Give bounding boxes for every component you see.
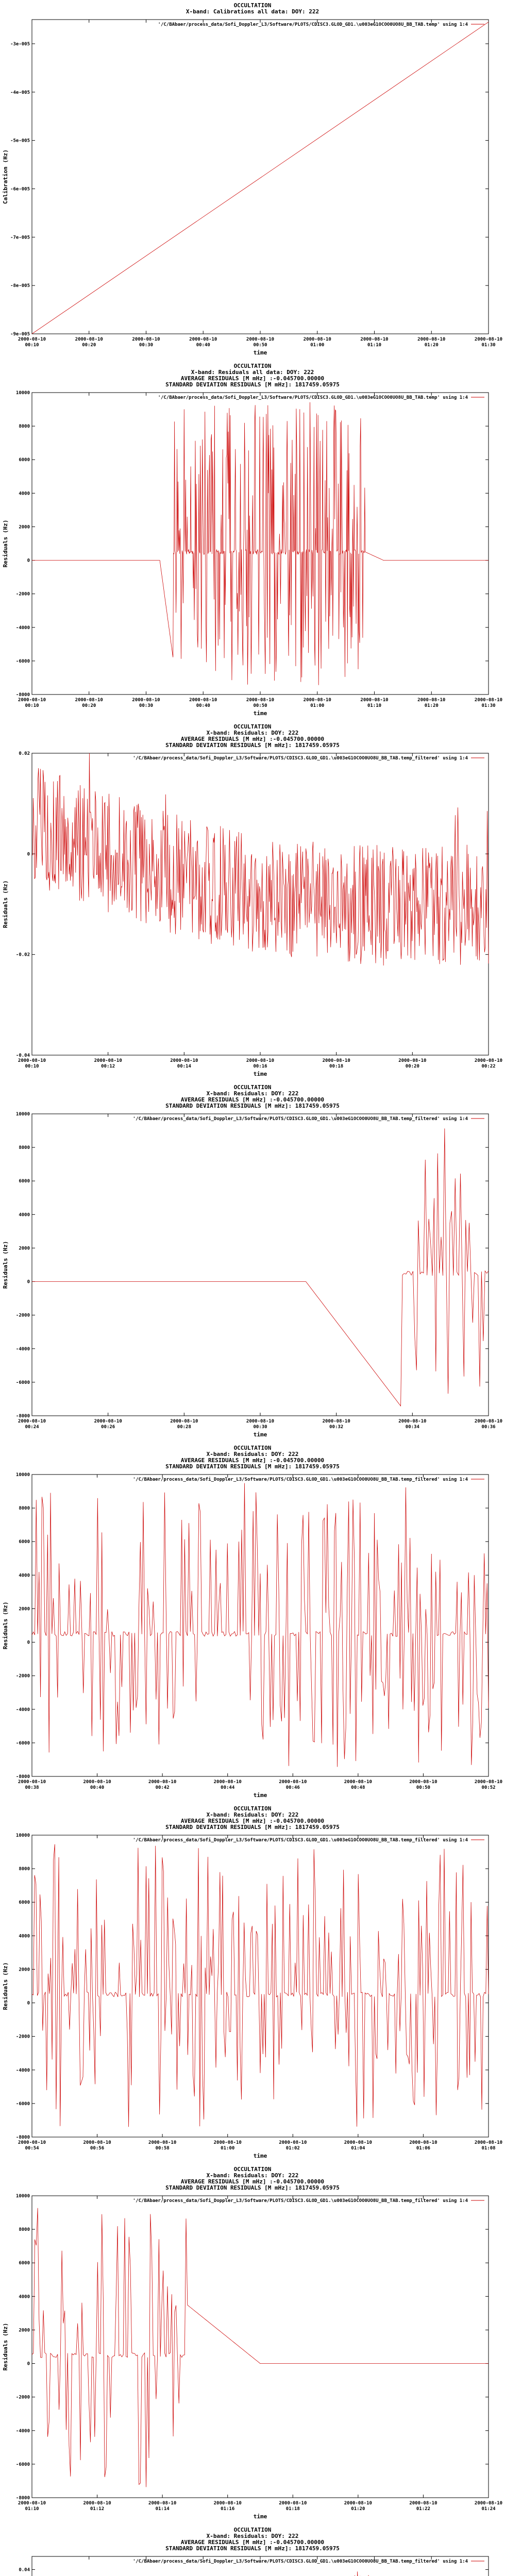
x-tick-label: 2000-08-10 [474, 2501, 503, 2506]
y-tick-label: -2000 [15, 1313, 30, 1318]
chart-svg [0, 1443, 505, 1803]
y-tick-label: 2000 [19, 524, 30, 530]
y-tick-label: 10000 [15, 391, 30, 396]
chart-title-line: X-band: Residuals: DOY: 222 [206, 1811, 299, 1818]
x-tick-label: 2000-08-10 [474, 2140, 503, 2145]
x-tick-label: 00:10 [25, 343, 39, 348]
chart-title-line: STANDARD DEVIATION RESIDUALS [M mHz]: 1817459.05975 [165, 1103, 340, 1109]
chart-title-line: X-band: Residuals all data: DOY: 222 [191, 369, 314, 376]
x-tick-label: 2000-08-10 [18, 1058, 46, 1063]
y-tick-label: -4000 [15, 1707, 30, 1713]
y-tick-label: 8000 [19, 1145, 30, 1151]
x-tick-label: 01:16 [221, 2506, 235, 2512]
x-tick-label: 2000-08-10 [322, 1058, 350, 1063]
y-tick-label: -5e-005 [10, 138, 30, 144]
y-tick-label: 8000 [19, 2227, 30, 2233]
x-tick-label: 01:20 [351, 2506, 365, 2512]
series-line [32, 402, 489, 685]
y-tick-label: -2000 [15, 2395, 30, 2400]
y-tick-label: -6e-005 [10, 187, 30, 192]
plot-frame [32, 1114, 489, 1416]
x-tick-label: 01:30 [481, 703, 496, 708]
legend-label: '/C/BAbaer/process_data/Sofi_Doppler_L3/Software/PLOTS/CDISC3.GLOD_GD1.\u003eG1OCOO0UO8U_BB_TAB.temp_filtered' using 1:4 [132, 1477, 468, 1482]
x-tick-label: 2000-08-10 [344, 2140, 372, 2145]
x-tick-label: 2000-08-10 [18, 2501, 46, 2506]
y-tick-label: -4e-005 [10, 90, 30, 95]
x-tick-label: 2000-08-10 [213, 2501, 242, 2506]
x-tick-label: 2000-08-10 [18, 1780, 46, 1785]
y-tick-label: 8000 [19, 1867, 30, 1872]
x-tick-label: 00:50 [416, 1785, 430, 1790]
x-tick-label: 2000-08-10 [279, 2140, 307, 2145]
x-tick-label: 00:46 [285, 1785, 300, 1790]
y-tick-label: -2000 [15, 1673, 30, 1679]
x-tick-label: 01:24 [481, 2506, 496, 2512]
x-tick-label: 2000-08-10 [94, 1058, 122, 1063]
x-tick-label: 00:48 [351, 1785, 365, 1790]
x-tick-label: 2000-08-10 [83, 1780, 111, 1785]
x-tick-label: 00:26 [101, 1425, 115, 1430]
x-tick-label: 2000-08-10 [170, 1419, 198, 1424]
y-tick-label: 2000 [19, 1606, 30, 1612]
x-tick-label: 01:08 [481, 2146, 496, 2151]
x-axis-label: time [253, 1431, 267, 1438]
x-tick-label: 00:24 [25, 1425, 39, 1430]
x-tick-label: 00:16 [253, 1064, 267, 1069]
x-tick-label: 2000-08-10 [474, 1780, 503, 1785]
y-tick-label: 0 [27, 852, 30, 857]
y-tick-label: 0.04 [19, 2567, 30, 2573]
chart-title-line: AVERAGE RESIDUALS [M mHz] :-0.045700.00000 [180, 375, 325, 382]
y-tick-label: 10000 [15, 2194, 30, 2199]
chart-title-line: AVERAGE RESIDUALS [M mHz] :-0.045700.00000 [180, 1096, 325, 1103]
x-axis-label: time [253, 2153, 267, 2159]
chart-title-line: X-band: Residuals: DOY: 222 [206, 1090, 299, 1097]
y-tick-label: 2000 [19, 1967, 30, 1973]
y-axis-label: Residuals (Hz) [2, 2323, 9, 2371]
x-axis-label: time [253, 710, 267, 717]
x-tick-label: 00:10 [25, 703, 39, 708]
x-tick-label: 2000-08-10 [344, 2501, 372, 2506]
x-tick-label: 2000-08-10 [322, 1419, 350, 1424]
x-tick-label: 2000-08-10 [303, 698, 331, 703]
y-tick-label: 6000 [19, 457, 30, 463]
x-tick-label: 01:06 [416, 2146, 430, 2151]
x-tick-label: 00:40 [90, 1785, 105, 1790]
y-tick-label: -6000 [15, 1740, 30, 1746]
y-tick-label: 2000 [19, 2328, 30, 2333]
y-tick-label: 2000 [19, 1246, 30, 1251]
chart-title-line: OCCULTATION [233, 1445, 272, 1451]
x-tick-label: 00:22 [481, 1064, 496, 1069]
y-tick-label: -9e-005 [10, 332, 30, 337]
x-tick-label: 01:30 [481, 343, 496, 348]
chart-panel-1 [0, 0, 505, 361]
x-tick-label: 2000-08-10 [474, 1419, 503, 1424]
chart-title-line: AVERAGE RESIDUALS [M mHz] :-0.045700.00000 [180, 1818, 325, 1824]
x-tick-label: 2000-08-10 [132, 337, 160, 342]
x-tick-label: 00:52 [481, 1785, 496, 1790]
x-tick-label: 01:00 [221, 2146, 235, 2151]
chart-title-line: AVERAGE RESIDUALS [M mHz] :-0.045700.00000 [180, 1457, 325, 1464]
x-axis-label: time [253, 349, 267, 356]
chart-title-line: AVERAGE RESIDUALS [M mHz] :-0.045700.00000 [180, 736, 325, 742]
y-tick-label: 0 [27, 2001, 30, 2006]
y-axis-label: Residuals (Hz) [2, 1962, 9, 2010]
chart-title-line: X-band: Calibrations all data: DOY: 222 [186, 8, 319, 15]
x-tick-label: 2000-08-10 [360, 337, 389, 342]
legend-label: '/C/BAbaer/process_data/Sofi_Doppler_L3/Software/PLOTS/CDISC3.GLOD_GD1.\u003eG1OCOO0UO8U_BB_TAB.temp_filtered' using 1:4 [132, 1838, 468, 1843]
y-tick-label: 10000 [15, 1112, 30, 1117]
x-tick-label: 2000-08-10 [398, 1058, 427, 1063]
x-tick-label: 2000-08-10 [474, 1058, 503, 1063]
x-tick-label: 00:30 [139, 343, 154, 348]
y-tick-label: -8000 [15, 692, 30, 698]
legend-label: '/C/BAbaer/process_data/Sofi_Doppler_L3/Software/PLOTS/CDISC3.GLOD_GD1.\u003eG1OCOO0UO8U_BB_TAB.temp_filtered' using 1:4 [132, 2198, 468, 2204]
y-tick-label: -3e-005 [10, 41, 30, 47]
x-tick-label: 01:20 [424, 343, 439, 348]
x-tick-label: 01:00 [310, 343, 325, 348]
x-tick-label: 2000-08-10 [398, 1419, 427, 1424]
x-tick-label: 2000-08-10 [417, 337, 446, 342]
y-tick-label: 0.02 [19, 751, 30, 756]
chart-title-line: STANDARD DEVIATION RESIDUALS [M mHz]: 1817459.05975 [165, 1824, 340, 1831]
x-tick-label: 2000-08-10 [303, 337, 331, 342]
x-tick-label: 01:10 [367, 343, 382, 348]
y-tick-label: -4000 [15, 625, 30, 631]
x-tick-label: 2000-08-10 [148, 2501, 177, 2506]
y-tick-label: -8000 [15, 1414, 30, 1419]
x-tick-label: 01:04 [351, 2146, 365, 2151]
x-tick-label: 00:50 [253, 703, 267, 708]
chart-svg [0, 0, 505, 361]
x-tick-label: 2000-08-10 [246, 1419, 275, 1424]
legend-label: '/C/BAbaer/process_data/Sofi_Doppler_L3/Software/PLOTS/CDISC3.GLOD_GD1.\u003eG1OCOO0UO8U_BB_TAB.temp' using 1:4 [158, 395, 468, 400]
y-axis-label: Calibration (Hz) [2, 149, 9, 204]
chart-panel-4 [0, 1082, 505, 1443]
x-tick-label: 2000-08-10 [409, 2501, 437, 2506]
y-tick-label: -6000 [15, 658, 30, 664]
x-tick-label: 00:10 [25, 1064, 39, 1069]
chart-panel-7 [0, 2164, 505, 2524]
y-axis-label: Residuals (Hz) [2, 1601, 9, 1650]
y-tick-label: 4000 [19, 2294, 30, 2300]
y-tick-label: 4000 [19, 1573, 30, 1579]
chart-title-line: STANDARD DEVIATION RESIDUALS [M mHz]: 1817459.05975 [165, 1463, 340, 1470]
x-tick-label: 2000-08-10 [279, 2501, 307, 2506]
plot-frame [32, 20, 489, 334]
legend-label: '/C/BAbaer/process_data/Sofi_Doppler_L3/Software/PLOTS/CDISC3.GLOD_GD1.\u003eG1OCOO0UO8U_BB_TAB.temp' using 1:4 [158, 22, 468, 27]
series-line [32, 753, 489, 965]
series-line [32, 2208, 489, 2487]
x-tick-label: 2000-08-10 [409, 1780, 437, 1785]
chart-svg [0, 721, 505, 1082]
legend-label: '/C/BAbaer/process_data/Sofi_Doppler_L3/Software/PLOTS/CDISC3.GLOD_GD1.\u003eG1OCOO0UO8U_BB_TAB.temp_filtered' using 1:4 [132, 1116, 468, 1122]
y-tick-label: -6000 [15, 2462, 30, 2467]
y-tick-label: -6000 [15, 1380, 30, 1385]
x-tick-label: 00:40 [196, 343, 210, 348]
x-tick-label: 2000-08-10 [246, 337, 275, 342]
chart-svg [0, 1803, 505, 2164]
x-tick-label: 2000-08-10 [246, 698, 275, 703]
y-axis-label: Residuals (Hz) [2, 1241, 9, 1289]
x-tick-label: 00:20 [82, 343, 96, 348]
x-axis-label: time [253, 1792, 267, 1799]
y-tick-label: -0.04 [15, 1053, 30, 1058]
chart-panel-2 [0, 361, 505, 721]
chart-title-line: STANDARD DEVIATION RESIDUALS [M mHz]: 1817459.05975 [165, 742, 340, 749]
y-tick-label: 6000 [19, 1900, 30, 1906]
x-tick-label: 2000-08-10 [417, 698, 446, 703]
x-tick-label: 2000-08-10 [360, 698, 389, 703]
x-tick-label: 2000-08-10 [18, 2140, 46, 2145]
chart-title-line: OCCULTATION [233, 1805, 272, 1812]
x-tick-label: 2000-08-10 [189, 337, 217, 342]
chart-title-line: X-band: Residuals: DOY: 222 [206, 730, 299, 736]
x-tick-label: 00:12 [101, 1064, 115, 1069]
chart-title-line: OCCULTATION [233, 2166, 272, 2173]
x-tick-label: 2000-08-10 [83, 2140, 111, 2145]
x-tick-label: 00:20 [405, 1064, 419, 1069]
y-tick-label: -4000 [15, 1346, 30, 1352]
y-tick-label: 4000 [19, 491, 30, 497]
chart-panel-5 [0, 1443, 505, 1803]
y-tick-label: -0.02 [15, 952, 30, 958]
chart-title-line: X-band: Residuals: DOY: 222 [206, 1451, 299, 1458]
x-axis-label: time [253, 1071, 267, 1077]
y-tick-label: -4000 [15, 2428, 30, 2434]
y-axis-label: Residuals (Hz) [2, 880, 9, 928]
x-tick-label: 01:14 [155, 2506, 170, 2512]
chart-svg [0, 2164, 505, 2524]
chart-svg [0, 361, 505, 721]
chart-title-line: OCCULTATION [233, 363, 272, 369]
x-tick-label: 2000-08-10 [75, 698, 103, 703]
y-tick-label: 0 [27, 2361, 30, 2367]
y-tick-label: 0 [27, 1640, 30, 1646]
y-tick-label: 0 [27, 1279, 30, 1285]
chart-title-line: OCCULTATION [233, 2, 272, 9]
x-tick-label: 2000-08-10 [344, 1780, 372, 1785]
x-tick-label: 2000-08-10 [474, 698, 503, 703]
x-tick-label: 00:36 [481, 1425, 496, 1430]
chart-title-line: STANDARD DEVIATION RESIDUALS [M mHz]: 1817459.05975 [165, 2545, 340, 2552]
y-tick-label: 6000 [19, 1179, 30, 1184]
y-tick-label: -8000 [15, 1774, 30, 1780]
x-tick-label: 00:14 [177, 1064, 191, 1069]
chart-svg [0, 2524, 505, 2576]
chart-title-line: OCCULTATION [233, 723, 272, 730]
x-tick-label: 01:20 [424, 703, 439, 708]
x-tick-label: 2000-08-10 [18, 698, 46, 703]
x-tick-label: 00:34 [405, 1425, 419, 1430]
x-tick-label: 00:20 [82, 703, 96, 708]
x-tick-label: 2000-08-10 [94, 1419, 122, 1424]
chart-title-line: STANDARD DEVIATION RESIDUALS [M mHz]: 1817459.05975 [165, 2184, 340, 2191]
x-tick-label: 2000-08-10 [170, 1058, 198, 1063]
series-line [32, 22, 489, 334]
y-tick-label: 6000 [19, 2261, 30, 2266]
y-tick-label: -2000 [15, 2034, 30, 2040]
series-line [32, 1483, 489, 1767]
chart-title-line: X-band: Residuals: DOY: 222 [206, 2172, 299, 2179]
chart-title-line: X-band: Residuals: DOY: 222 [206, 2533, 299, 2539]
x-tick-label: 00:40 [196, 703, 210, 708]
x-tick-label: 2000-08-10 [18, 337, 46, 342]
legend-label: '/C/BAbaer/process_data/Sofi_Doppler_L3/Software/PLOTS/CDISC3.GLOD_GD1.\u003eG1OCOO0UO8U_BB_TAB.temp_filtered' using 1:4 [132, 2559, 468, 2564]
x-tick-label: 2000-08-10 [83, 2501, 111, 2506]
x-tick-label: 00:32 [329, 1425, 344, 1430]
x-axis-label: time [253, 2513, 267, 2520]
y-tick-label: 4000 [19, 1934, 30, 1939]
y-tick-label: 8000 [19, 424, 30, 430]
chart-title-line: STANDARD DEVIATION RESIDUALS [M mHz]: 1817459.05975 [165, 381, 340, 388]
x-tick-label: 2000-08-10 [18, 1419, 46, 1424]
x-tick-label: 00:54 [25, 2146, 39, 2151]
y-tick-label: -6000 [15, 2101, 30, 2107]
x-tick-label: 01:10 [367, 703, 382, 708]
x-tick-label: 00:30 [253, 1425, 267, 1430]
y-tick-label: -8e-005 [10, 283, 30, 289]
y-tick-label: -8000 [15, 2135, 30, 2140]
x-tick-label: 2000-08-10 [75, 337, 103, 342]
x-tick-label: 00:28 [177, 1425, 191, 1430]
x-tick-label: 00:56 [90, 2146, 105, 2151]
x-tick-label: 2000-08-10 [409, 2140, 437, 2145]
x-tick-label: 2000-08-10 [213, 1780, 242, 1785]
x-tick-label: 2000-08-10 [132, 698, 160, 703]
x-tick-label: 2000-08-10 [279, 1780, 307, 1785]
legend-label: '/C/BAbaer/process_data/Sofi_Doppler_L3/Software/PLOTS/CDISC3.GLOD_GD1.\u003eG1OCOO0UO8U_BB_TAB.temp_filtered' using 1:4 [132, 756, 468, 761]
y-tick-label: -7e-005 [10, 235, 30, 241]
series-line [32, 2571, 489, 2576]
x-tick-label: 2000-08-10 [148, 1780, 177, 1785]
x-tick-label: 2000-08-10 [148, 2140, 177, 2145]
chart-title-line: AVERAGE RESIDUALS [M mHz] :-0.045700.00000 [180, 2178, 325, 2185]
x-tick-label: 00:30 [139, 703, 154, 708]
chart-panel-6 [0, 1803, 505, 2164]
x-tick-label: 2000-08-10 [474, 337, 503, 342]
chart-svg [0, 1082, 505, 1443]
x-tick-label: 01:00 [310, 703, 325, 708]
x-tick-label: 2000-08-10 [213, 2140, 242, 2145]
x-tick-label: 00:44 [221, 1785, 235, 1790]
series-line [32, 1844, 489, 2127]
chart-title-line: OCCULTATION [233, 1084, 272, 1091]
x-tick-label: 2000-08-10 [189, 698, 217, 703]
y-tick-label: -8000 [15, 2496, 30, 2501]
y-tick-label: 10000 [15, 1833, 30, 1838]
y-axis-label: Residuals (Hz) [2, 519, 9, 568]
x-tick-label: 00:42 [155, 1785, 170, 1790]
chart-panel-3 [0, 721, 505, 1082]
chart-title-line: AVERAGE RESIDUALS [M mHz] :-0.045700.00000 [180, 2539, 325, 2546]
x-tick-label: 00:38 [25, 1785, 39, 1790]
y-tick-label: 10000 [15, 1472, 30, 1478]
y-tick-label: 0 [27, 558, 30, 564]
plot-frame [32, 1475, 489, 1776]
x-tick-label: 00:58 [155, 2146, 170, 2151]
y-tick-label: 4000 [19, 1212, 30, 1218]
x-tick-label: 00:18 [329, 1064, 344, 1069]
chart-title-line: OCCULTATION [233, 2527, 272, 2533]
x-tick-label: 01:12 [90, 2506, 105, 2512]
y-tick-label: 8000 [19, 1506, 30, 1512]
series-line [32, 1128, 489, 1406]
x-tick-label: 00:50 [253, 343, 267, 348]
y-tick-label: -2000 [15, 591, 30, 597]
x-tick-label: 01:10 [25, 2506, 39, 2512]
y-tick-label: -4000 [15, 2067, 30, 2073]
x-tick-label: 2000-08-10 [246, 1058, 275, 1063]
y-tick-label: 6000 [19, 1539, 30, 1545]
x-tick-label: 01:22 [416, 2506, 430, 2512]
x-tick-label: 01:02 [285, 2146, 300, 2151]
chart-panel-8 [0, 2524, 505, 2576]
x-tick-label: 01:18 [285, 2506, 300, 2512]
